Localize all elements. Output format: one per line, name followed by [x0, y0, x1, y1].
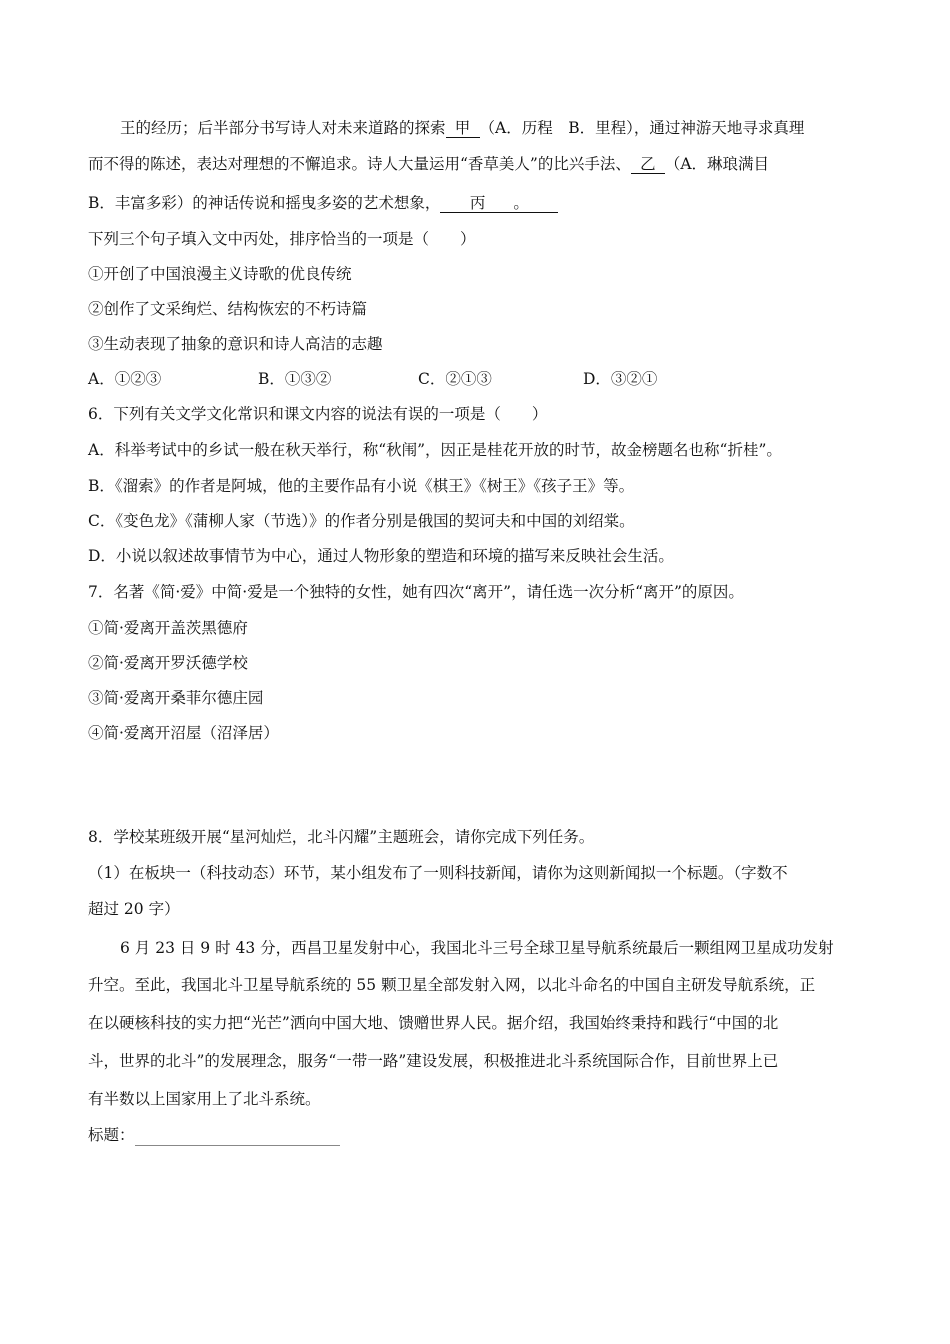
title-answer-row: [88, 1124, 340, 1146]
q7-item-4: ④简·爱离开沼屋（沼泽居）: [88, 724, 279, 742]
news-line-3: 在以硬核科技的实力把“光芒”洒向中国大地、馈赠世界人民。据介绍，我国始终秉持和践行“中国的北: [88, 1014, 779, 1032]
news-line-1: 6 月 23 日 9 时 43 分，西昌卫星发射中心，我国北斗三号全球卫星导航系统最后一颗组网卫星成功发射: [120, 939, 834, 957]
q6-option-b: B．《溜索》的作者是阿城，他的主要作品有小说《棋王》《树王》《孩子王》等。: [88, 477, 635, 495]
q5-sentence-1: ①开创了中国浪漫主义诗歌的优良传统: [88, 265, 352, 283]
title-label: 标题：: [88, 1126, 135, 1144]
q5-option-a: A．①②③: [88, 370, 162, 388]
blank-yi: 乙: [631, 155, 665, 174]
q7-item-2: ②简·爱离开罗沃德学校: [88, 654, 248, 672]
q7-item-3: ③简·爱离开桑菲尔德庄园: [88, 689, 264, 707]
q7-stem: 7．名著《简·爱》中简·爱是一个独特的女性，她有四次“离开”，请任选一次分析“离开”的原因。: [88, 583, 744, 601]
passage-line-3: B．丰富多彩）的神话传说和摇曳多姿的艺术想象， 丙 。: [88, 192, 558, 214]
passage-line-1: 王的经历；后半部分书写诗人对未来道路的探索 甲 （A．历程 B．里程），通过神游天地寻求真理: [120, 119, 805, 137]
q8-sub1-line-2: 超过 20 字）: [88, 900, 180, 918]
q6-option-c: C．《变色龙》《蒲柳人家（节选）》的作者分别是俄国的契诃夫和中国的刘绍棠。: [88, 512, 635, 530]
q5-option-c: C．②①③: [418, 370, 492, 388]
news-line-5: 有半数以上国家用上了北斗系统。: [88, 1090, 321, 1108]
passage-line-2: 而不得的陈述，表达对理想的不懈追求。诗人大量运用“香草美人”的比兴手法、 乙 （A．琳琅满目: [88, 155, 770, 173]
blank-jia: 甲: [446, 119, 480, 138]
q7-item-1: ①简·爱离开盖茨黑德府: [88, 619, 248, 637]
news-line-4: 斗，世界的北斗”的发展理念，服务“一带一路”建设发展，积极推进北斗系统国际合作，目前世界上已: [88, 1052, 779, 1070]
q8-stem: 8．学校某班级开展“星河灿烂，北斗闪耀”主题班会，请你完成下列任务。: [88, 828, 595, 846]
q5-sentence-3: ③生动表现了抽象的意识和诗人高洁的志趣: [88, 335, 383, 353]
q6-option-d: D．小说以叙述故事情节为中心，通过人物形象的塑造和环境的描写来反映社会生活。: [88, 547, 674, 565]
q5-stem: 下列三个句子填入文中丙处，排序恰当的一项是（ ）: [88, 230, 476, 248]
blank-bing: 丙 。: [440, 194, 558, 213]
news-line-2: 升空。至此，我国北斗卫星导航系统的 55 颗卫星全部发射入网，以北斗命名的中国自主研发导航系统，正: [88, 976, 816, 994]
q5-sentence-2: ②创作了文采绚烂、结构恢宏的不朽诗篇: [88, 300, 368, 318]
title-answer-blank[interactable]: [135, 1129, 340, 1146]
q8-sub1-line-1: （1）在板块一（科技动态）环节，某小组发布了一则科技新闻，请你为这则新闻拟一个标题。（字数不: [88, 864, 788, 882]
q6-stem: 6．下列有关文学文化常识和课文内容的说法有误的一项是（ ）: [88, 405, 548, 423]
q5-option-b: B．①③②: [258, 370, 332, 388]
q6-option-a: A．科举考试中的乡试一般在秋天举行，称“秋闱”，因正是桂花开放的时节，故金榜题名也称“折桂”。: [88, 441, 782, 459]
q5-option-d: D．③②①: [583, 370, 658, 388]
